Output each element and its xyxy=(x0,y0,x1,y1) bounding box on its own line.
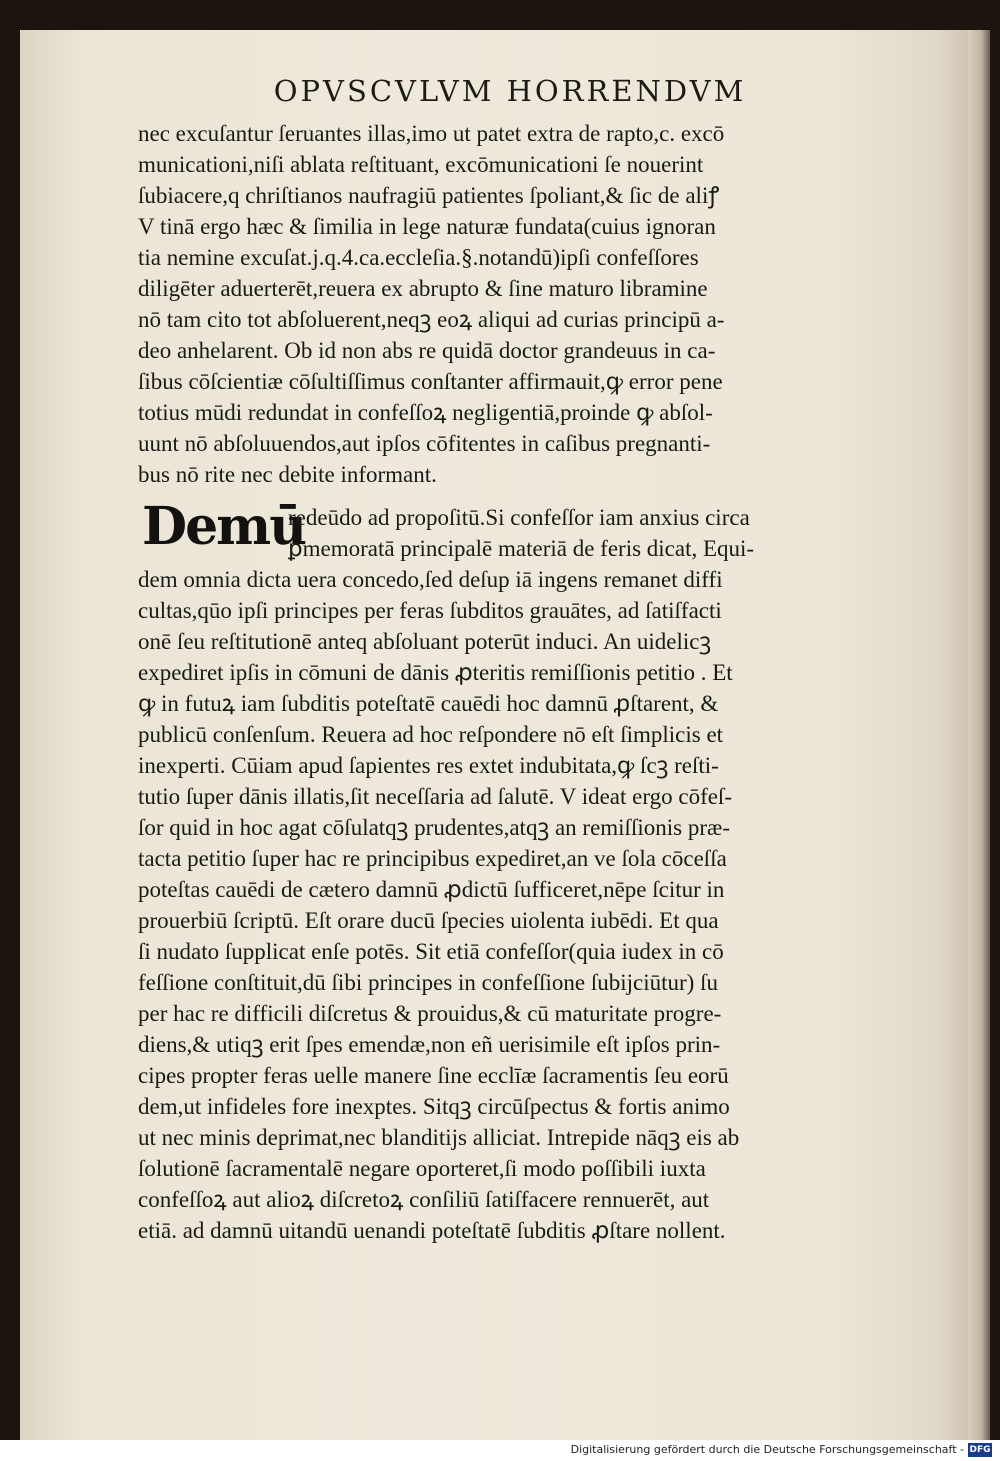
text-line: dem,ut infideles fore inexptes. Sitqꝫ circūſpectus & fortis animo xyxy=(138,1094,730,1119)
text-line: ſibus cōſcientiæ cōſultiſſimus conſtanter affirmauit,ꝙ error pene xyxy=(138,369,723,394)
text-line: confeſſoꝝ aut alioꝝ diſcretoꝝ conſiliū ſatiſfacere rennuerēt, aut xyxy=(138,1187,710,1212)
text-line: nō tam cito tot abſoluerent,neqꝫ eoꝝ aliqui ad curias principū a- xyxy=(138,307,725,332)
text-line: ſubiacere,q chriſtianos naufragiū patientes ſpoliant,& ſic de aliꝭ xyxy=(138,183,720,208)
text-line: ꝙ in futuꝝ iam ſubditis poteſtatē cauēdi hoc damnū ꝓſtarent, & xyxy=(138,691,719,716)
text-line: V tinā ergo hæc & ſimilia in lege naturæ fundata(cuius ignoran xyxy=(138,214,716,239)
text-line: poteſtas cauēdi de cætero damnū ꝓdictū ſufficeret,nēpe ſcitur in xyxy=(138,877,725,902)
text-block xyxy=(138,118,898,1246)
text-line: per hac re difficili diſcretus & prouidus,& cū maturitate progre- xyxy=(138,1001,722,1026)
text-line: prouerbiū ſcriptū. Eſt orare ducū ſpecies uiolenta iubēdi. Et qua xyxy=(138,908,719,933)
text-line: diens,& utiqꝫ erit ſpes emendæ,non eñ uerisimile eſt ipſos prin- xyxy=(138,1032,721,1057)
text-line: ſolutionē ſacramentalē negare oporteret,ſi modo poſſibili iuxta xyxy=(138,1156,706,1181)
text-line: cultas,qūo ipſi principes per feras ſubditos grauātes, ad ſatiſfacti xyxy=(138,598,722,623)
text-line: inexperti. Cūiam apud ſapientes res extet indubitata,ꝙ ſcꝫ reſti- xyxy=(138,753,719,778)
text-line: redeūdo ad propoſitū.Si confeſſor iam anxius circa xyxy=(288,505,750,530)
dfg-logo: DFG xyxy=(969,1445,991,1455)
text-line: etiā. ad damnū uitandū uenandi poteſtatē ſubditis ꝓſtare nollent. xyxy=(138,1218,726,1243)
text-line: nec excuſantur ſeruantes illas,imo ut patet extra de rapto,c. excō xyxy=(138,121,725,146)
text-line: ꝑmemoratā principalē materiā de feris dicat, Equi- xyxy=(288,536,755,561)
text-line: deo anhelarent. Ob id non abs re quidā doctor grandeuus in ca- xyxy=(138,338,716,363)
page-edge xyxy=(968,30,990,1440)
paragraph-gap xyxy=(138,490,898,502)
text-line: publicū conſenſum. Reuera ad hoc reſpondere nō eſt ſimplicis et xyxy=(138,722,724,747)
text-line: ſor quid in hoc agat cōſulatqꝫ prudentes,atqꝫ an remiſſionis præ- xyxy=(138,815,730,840)
drop-cap: Demū xyxy=(142,496,306,557)
text-line: tia nemine excuſat.j.q.4.ca.eccleſia.§.notandū)ipſi confeſſores xyxy=(138,245,699,270)
text-line: onē ſeu reſtitutionē anteq abſoluant poterūt induci. An uidelicꝫ xyxy=(138,629,712,654)
text-line: feſſione conſtituit,dū ſibi principes in confeſſione ſubijciūtur) ſu xyxy=(138,970,718,995)
footer-bar xyxy=(0,1440,1000,1461)
text-line: uunt nō abſoluuendos,aut ipſos cōfitentes in caſibus pregnanti- xyxy=(138,431,711,456)
text-line: municationi,niſi ablata reſtituant, excōmunicationi ſe nouerint xyxy=(138,152,704,177)
text-line: cipes propter feras uelle manere ſine ecclīæ ſacramentis ſeu eorū xyxy=(138,1063,729,1088)
text-line: ut nec minis deprimat,nec blanditijs alliciat. Intrepide nāqꝫ eis ab xyxy=(138,1125,740,1150)
text-line: expediret ipſis in cōmuni de dānis ꝓteritis remiſſionis petitio . Et xyxy=(138,660,733,685)
text-line: tutio ſuper dānis illatis,ſit neceſſaria ad ſalutē. V ideat ergo cōfeſ- xyxy=(138,784,732,809)
text-line: diligēter aduerterēt,reuera ex abrupto & ſine maturo libramine xyxy=(138,276,708,301)
text-line: ſi nudato ſupplicat enſe potēs. Sit etiā confeſſor(quia iudex in cō xyxy=(138,939,724,964)
text-line: bus nō rite nec debite informant. xyxy=(138,462,437,487)
text-line: dem omnia dicta uera concedo,ſed deſup iā ingens remanet diffi xyxy=(138,567,723,592)
running-head: OPVSCVLVM HORRENDVM xyxy=(273,74,747,108)
text-line: totius mūdi redundat in confeſſoꝝ negligentiā,proinde ꝙ abſol- xyxy=(138,400,713,425)
text-line: tacta petitio ſuper hac re principibus expediret,an ve ſola cōceſſa xyxy=(138,846,727,871)
digitization-credit: Digitalisierung gefördert durch die Deutsche Forschungsgemeinschaft - xyxy=(570,1443,964,1456)
